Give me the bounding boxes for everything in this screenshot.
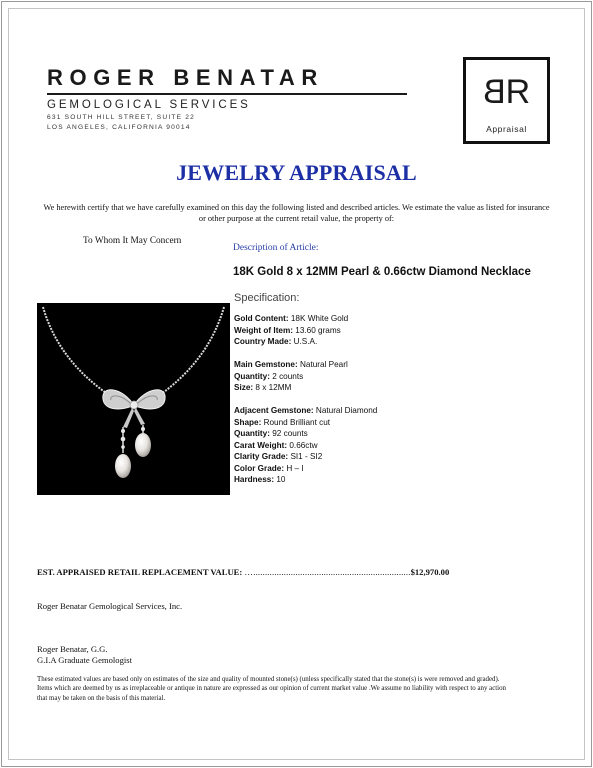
spec-value: 10 xyxy=(276,475,286,484)
spec-value: Natural Pearl xyxy=(299,360,348,369)
spec-key: Shape xyxy=(234,417,259,427)
spec-value: 92 counts xyxy=(272,429,308,438)
spec-value: H – I xyxy=(286,463,304,473)
spec-key: Main Gemstone xyxy=(234,360,295,369)
spec-row-country: Country Made: U.S.A. xyxy=(234,337,318,346)
spec-row-size: Size: 8 x 12MM xyxy=(234,383,292,392)
logo-mark-left: B xyxy=(485,73,506,111)
spec-row-weight: Weight of Item: 13.60 grams xyxy=(234,325,341,335)
spec-row-color: Color Grade: H – I xyxy=(234,463,304,473)
spec-row-clarity: Clarity Grade: SI1 - SI2 xyxy=(234,452,323,461)
specification-label: Specification: xyxy=(234,292,300,304)
address-line-1: 631 SOUTH HILL STREET, SUITE 22 xyxy=(47,114,195,121)
spec-row-quantity: Quantity: 2 counts xyxy=(234,371,304,381)
spec-value: 13.60 grams xyxy=(295,325,341,335)
spec-row-adjacent-gemstone: Adjacent Gemstone: Natural Diamond xyxy=(234,406,378,415)
letterhead xyxy=(47,66,417,132)
spec-value: Natural Diamond xyxy=(315,406,378,415)
signer-name: Roger Benatar, G.G. xyxy=(37,644,108,654)
specification-list xyxy=(234,313,377,486)
appraised-value-line xyxy=(37,567,487,577)
logo-label: Appraisal xyxy=(486,124,527,134)
spec-key: Weight of Item xyxy=(234,325,291,335)
spec-row-gold-content: Gold Content: 18K White Gold xyxy=(234,314,349,323)
logo-mark-right: R xyxy=(505,73,528,111)
appraisal-logo xyxy=(463,57,550,144)
spec-key: Carat Weight xyxy=(234,440,285,450)
spec-spacer xyxy=(234,394,377,406)
recipient: To Whom It May Concern xyxy=(83,236,182,246)
spec-value: 2 counts xyxy=(272,371,304,381)
spec-row-carat-weight: Carat Weight: 0.66ctw xyxy=(234,440,318,450)
article-title: 18K Gold 8 x 12MM Pearl & 0.66ctw Diamond Necklace xyxy=(233,266,531,278)
necklace-illustration xyxy=(37,303,230,495)
certification-statement: We herewith certify that we have carefully examined on this day the following listed and described articles. We estimate the value as listed for insurance or other purpose at the current retail value, the property of: xyxy=(43,203,550,223)
spec-spacer xyxy=(234,348,377,360)
spec-value: 8 x 12MM xyxy=(255,383,292,392)
company-subtitle: GEMOLOGICAL SERVICES xyxy=(47,99,251,111)
spec-key: Color Grade xyxy=(234,463,282,473)
letterhead-divider xyxy=(47,93,407,95)
spec-value: Round Brilliant cut xyxy=(263,417,331,427)
value-leader-dots: …................................................................... xyxy=(244,567,411,577)
spec-value: U.S.A. xyxy=(293,337,318,346)
spec-row-shape: Shape: Round Brilliant cut xyxy=(234,417,331,427)
disclaimer-text: These estimated values are based only on estimates of the size and quality of mounted stone(s) (unless specifically stated that the stone(s) is were removed and graded). Items which are deemed by us as irreplaceable or antique in nature are expressed as our opinion of current market value .We assume no liability with respect to any action that may be taken on the basis of this material. xyxy=(37,676,506,702)
spec-key: Country Made xyxy=(234,337,289,346)
spec-key: Quantity xyxy=(234,371,268,381)
spec-row-quantity: Quantity: 92 counts xyxy=(234,429,308,438)
spec-row-main-gemstone: Main Gemstone: Natural Pearl xyxy=(234,360,348,369)
br-monogram-icon xyxy=(466,74,547,110)
spec-key: Gold Content xyxy=(234,314,286,323)
pearl-diamond-necklace-image xyxy=(37,303,230,495)
company-wordmark: ROGER BENATAR xyxy=(47,65,324,90)
description-label: Description of Article: xyxy=(233,243,319,253)
spec-key: Quantity xyxy=(234,429,268,438)
spec-key: Clarity Grade xyxy=(234,452,286,461)
appraised-value-amount: $12,970.00 xyxy=(410,567,450,577)
address-line-2: LOS ANGELES, CALIFORNIA 90014 xyxy=(47,124,191,131)
spec-key: Size xyxy=(234,383,251,392)
spec-value: SI1 - SI2 xyxy=(290,452,323,461)
appraised-value-label: EST. APPRAISED RETAIL REPLACEMENT VALUE: xyxy=(37,567,243,577)
signer-title: G.I.A Graduate Gemologist xyxy=(37,655,132,665)
spec-key: Hardness xyxy=(234,475,272,484)
document-title: JEWELRY APPRAISAL xyxy=(176,160,417,185)
spec-key: Adjacent Gemstone xyxy=(234,406,311,415)
spec-row-hardness: Hardness: 10 xyxy=(234,475,286,484)
spec-value: 18K White Gold xyxy=(290,314,349,323)
spec-value: 0.66ctw xyxy=(289,440,318,450)
company-name: Roger Benatar Gemological Services, Inc. xyxy=(37,601,183,611)
signature-block xyxy=(37,644,132,666)
